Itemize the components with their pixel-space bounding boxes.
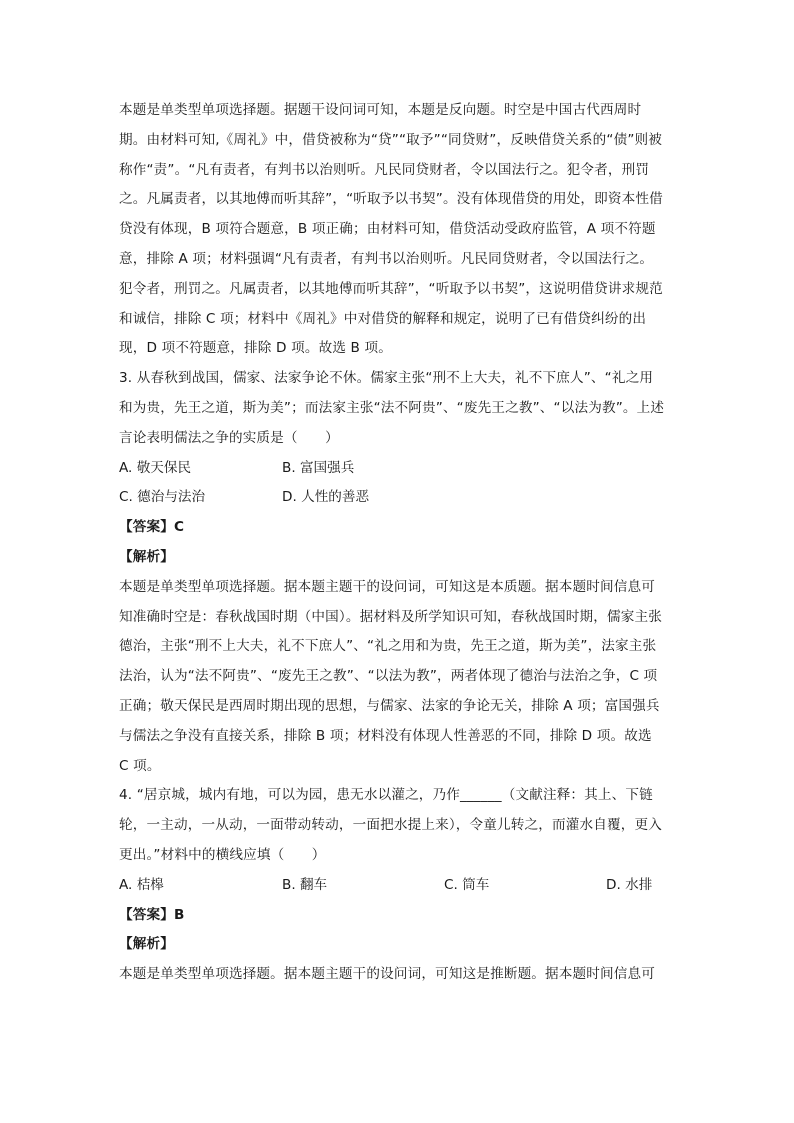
analysis-label: 【解析】 [119,936,174,953]
previous-analysis-block [119,96,664,364]
analysis-line: 本题是单类型单项选择题。据本题主题干的设问词，可知这是推断题。据本题时间信息可 [119,966,656,983]
text-line: 之。凡属责者，以其地傅而听其辞”，“听取予以书契”。没有体现借贷的用处，即资本性借 [119,191,663,208]
question-stem-line: 3. 从春秋到战国，儒家、法家争论不休。儒家主张“刑不上大夫，礼不下庶人”、“礼之用 [119,370,654,387]
option-d: D. 人性的善恶 [282,489,370,506]
question-stem-line: 轮，一主动，一从动，一面带动转动，一面把水提上来），令童儿转之，而灌水自覆，更入 [119,817,662,834]
analysis-label: 【解析】 [119,548,174,565]
option-c: C. 德治与法治 [119,489,206,506]
text-line: 和诚信，排除 C 项；材料中《周礼》中对借贷的解释和规定，说明了已有借贷纠纷的出 [119,310,647,327]
option-row [119,483,664,513]
option-b: B. 翻车 [282,876,328,893]
analysis-line: C 项。 [119,757,161,774]
question-stem-line: 更出。”材料中的横线应填（ ） [119,846,326,863]
question-stem-line: 言论表明儒法之争的实质是（ ） [119,429,339,446]
option-d: D. 水排 [606,876,653,893]
option-b: B. 富国强兵 [282,459,355,476]
page-content [119,96,664,990]
answer-label: 【答案】B [119,906,185,923]
option-row [119,454,664,484]
analysis-line: 德治，主张“刑不上大夫，礼不下庶人”、“礼之用和为贵，先王之道，斯为美”，法家主张 [119,638,657,655]
analysis-line: 本题是单类型单项选择题。据本题主题干的设问词，可知这是本质题。据本题时间信息可 [119,578,656,595]
analysis-line: 法治，认为“法不阿贵”、“废先王之教”、“以法为教”，两者体现了德治与法治之争，C 项 [119,668,658,685]
question-4 [119,781,664,990]
question-stem-line: 4. “居京城，城内有地，可以为园，患无水以灌之，乃作______（文献注释：其上、下链 [119,787,653,804]
text-line: 意，排除 A 项；材料强调“凡有责者，有判书以治则听。凡民同贷财者，令以国法行之。 [119,250,654,267]
question-stem-line: 和为贵，先王之道，斯为美”；而法家主张“法不阿贵”、“废先王之教”、“以法为教”。上述 [119,399,665,416]
text-line: 犯令者，刑罚之。凡属责者，以其地傅而听其辞”，“听取予以书契”，这说明借贷讲求规范 [119,280,663,297]
answer-label: 【答案】C [119,519,185,536]
option-c: C. 筒车 [444,876,490,893]
analysis-line: 知准确时空是：春秋战国时期（中国）。据材料及所学知识可知，春秋战国时期，儒家主张 [119,608,662,625]
text-line: 称作“责”。“凡有责者，有判书以治则听。凡民同贷财者，令以国法行之。犯令者，刑罚 [119,161,650,178]
text-line: 期。由材料可知,《周礼》中，借贷被称为“贷”“取予”“同贷财”，反映借贷关系的“债”则被 [119,131,663,148]
question-3 [119,364,664,781]
option-row [119,871,664,901]
text-line: 贷没有体现，B 项符合题意，B 项正确；由材料可知，借贷活动受政府监管，A 项不符题 [119,221,656,238]
analysis-line: 与儒法之争没有直接关系，排除 B 项；材料没有体现人性善恶的不同，排除 D 项。故选 [119,727,652,744]
text-line: 现，D 项不符题意，排除 D 项。故选 B 项。 [119,340,392,357]
text-line: 本题是单类型单项选择题。据题干设问词可知，本题是反向题。时空是中国古代西周时 [119,102,642,118]
analysis-line: 正确；敬天保民是西周时期出现的思想，与儒家、法家的争论无关，排除 A 项；富国强兵 [119,697,660,714]
option-a: A. 敬天保民 [119,459,192,476]
option-a: A. 桔槔 [119,876,164,893]
